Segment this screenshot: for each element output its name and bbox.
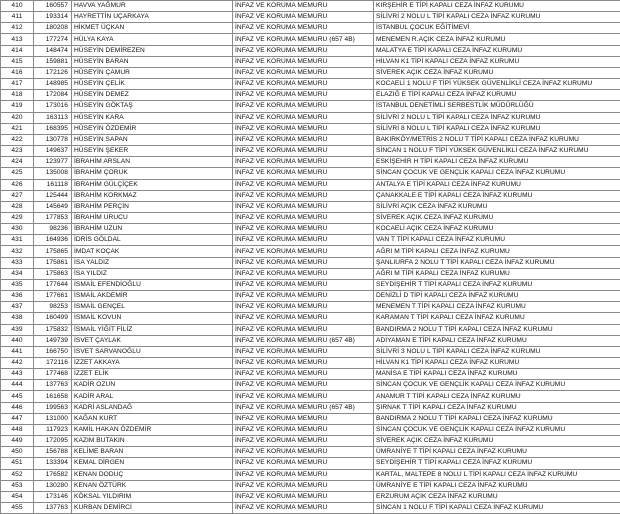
institution-cell: SİNCAN ÇOCUK VE GENÇLİK KAPALI CEZA İNFAZ KURUMU [374, 168, 620, 179]
institution-cell: BANDIRMA 2 NOLU T TİPİ KAPALI CEZA İNFAZ KURUMU [374, 324, 620, 335]
registry-number-cell: 137763 [34, 380, 72, 391]
institution-cell: HİLVAN K1 TİPİ KAPALI CEZA İNFAZ KURUMU [374, 358, 620, 369]
institution-cell: ÜMRANİYE T TİPİ KAPALI CEZA İNFAZ KURUMU [374, 447, 620, 458]
table-row [1, 358, 620, 369]
table-row [1, 123, 620, 134]
job-title-cell: İNFAZ VE KORUMA MEMURU (657 4B) [233, 34, 374, 45]
table-row [1, 212, 620, 223]
job-title-cell: İNFAZ VE KORUMA MEMURU [233, 302, 374, 313]
job-title-cell: İNFAZ VE KORUMA MEMURU [233, 369, 374, 380]
row-number-cell: 433 [1, 257, 34, 268]
row-number-cell: 419 [1, 101, 34, 112]
institution-cell: SİLİVRİ 3 NOLU L TİPİ KAPALI CEZA İNFAZ KURUMU [374, 346, 620, 357]
table-row [1, 179, 620, 190]
row-number-cell: 411 [1, 12, 34, 23]
registry-number-cell: 172095 [34, 436, 72, 447]
institution-cell: SİNCAN ÇOCUK VE GENÇLİK KAPALI CEZA İNFAZ KURUMU [374, 380, 620, 391]
full-name-cell: İBRAHİM ARSLAN [72, 157, 233, 168]
institution-cell: İSTANBUL ÇOCUK EĞİTİMEVİ [374, 23, 620, 34]
row-number-cell: 422 [1, 134, 34, 145]
row-number-cell: 444 [1, 380, 34, 391]
job-title-cell: İNFAZ VE KORUMA MEMURU [233, 358, 374, 369]
table-row [1, 12, 620, 23]
row-number-cell: 439 [1, 324, 34, 335]
job-title-cell: İNFAZ VE KORUMA MEMURU [233, 413, 374, 424]
table-row [1, 224, 620, 235]
institution-cell: ŞANLIURFA 2 NOLU T TİPİ KAPALI CEZA İNFAZ KURUMU [374, 257, 620, 268]
registry-number-cell: 137763 [34, 503, 72, 514]
registry-number-cell: 149739 [34, 335, 72, 346]
full-name-cell: İSMAİL KOVUN [72, 313, 233, 324]
table-row [1, 246, 620, 257]
registry-number-cell: 98253 [34, 302, 72, 313]
table-row [1, 1, 620, 12]
registry-number-cell: 161118 [34, 179, 72, 190]
job-title-cell: İNFAZ VE KORUMA MEMURU [233, 257, 374, 268]
row-number-cell: 415 [1, 56, 34, 67]
full-name-cell: HÜSEYİN DEMİREZEN [72, 45, 233, 56]
institution-cell: HİLVAN K1 TİPİ KAPALI CEZA İNFAZ KURUMU [374, 56, 620, 67]
institution-cell: SİLİVRİ 8 NOLU L TİPİ KAPALI CEZA İNFAZ KURUMU [374, 123, 620, 134]
registry-number-cell: 172126 [34, 67, 72, 78]
job-title-cell: İNFAZ VE KORUMA MEMURU (657 4B) [233, 402, 374, 413]
table-row [1, 324, 620, 335]
institution-cell: AĞRI M TİPİ KAPALI CEZA İNFAZ KURUMU [374, 268, 620, 279]
job-title-cell: İNFAZ VE KORUMA MEMURU [233, 190, 374, 201]
row-number-cell: 454 [1, 491, 34, 502]
job-title-cell: İNFAZ VE KORUMA MEMURU [233, 212, 374, 223]
institution-cell: ÇANAKKALE E TİPİ KAPALI CEZA İNFAZ KURUMU [374, 190, 620, 201]
table-row [1, 112, 620, 123]
table-row [1, 335, 620, 346]
table-row [1, 67, 620, 78]
registry-number-cell: 123977 [34, 157, 72, 168]
institution-cell: MALATYA E TİPİ KAPALI CEZA İNFAZ KURUMU [374, 45, 620, 56]
job-title-cell: İNFAZ VE KORUMA MEMURU [233, 56, 374, 67]
registry-number-cell: 173146 [34, 491, 72, 502]
row-number-cell: 438 [1, 313, 34, 324]
row-number-cell: 420 [1, 112, 34, 123]
table-row [1, 458, 620, 469]
registry-number-cell: 135008 [34, 168, 72, 179]
full-name-cell: KURBAN DEMİRCİ [72, 503, 233, 514]
institution-cell: SİLİVRİ 2 NOLU L TİPİ KAPALI CEZA İNFAZ KURUMU [374, 112, 620, 123]
registry-number-cell: 172116 [34, 358, 72, 369]
registry-number-cell: 173016 [34, 101, 72, 112]
registry-number-cell: 163113 [34, 112, 72, 123]
row-number-cell: 432 [1, 246, 34, 257]
full-name-cell: KADİR OZUN [72, 380, 233, 391]
table-row [1, 447, 620, 458]
institution-cell: SİNCAN 1 NOLU F TİPİ KAPALI CEZA İNFAZ KURUMU [374, 503, 620, 514]
job-title-cell: İNFAZ VE KORUMA MEMURU [233, 480, 374, 491]
institution-cell: KOCAELİ 1 NOLU F TİPİ YÜKSEK GÜVENLİKLİ CEZA İNFAZ KURUMU [374, 79, 620, 90]
registry-number-cell: 175865 [34, 246, 72, 257]
registry-number-cell: 149637 [34, 146, 72, 157]
institution-cell: ANAMUR T TİPİ KAPALI CEZA İNFAZ KURUMU [374, 391, 620, 402]
job-title-cell: İNFAZ VE KORUMA MEMURU [233, 469, 374, 480]
row-number-cell: 451 [1, 458, 34, 469]
registry-number-cell: 175832 [34, 324, 72, 335]
row-number-cell: 445 [1, 391, 34, 402]
full-name-cell: KÖKSAL YILDIRIM [72, 491, 233, 502]
job-title-cell: İNFAZ VE KORUMA MEMURU [233, 123, 374, 134]
full-name-cell: İDRİS GÖLDAL [72, 235, 233, 246]
registry-number-cell: 125444 [34, 190, 72, 201]
institution-cell: ŞIRNAK T TİPİ KAPALI CEZA İNFAZ KURUMU [374, 402, 620, 413]
job-title-cell: İNFAZ VE KORUMA MEMURU [233, 391, 374, 402]
job-title-cell: İNFAZ VE KORUMA MEMURU [233, 179, 374, 190]
registry-number-cell: 156788 [34, 447, 72, 458]
registry-number-cell: 180208 [34, 23, 72, 34]
job-title-cell: İNFAZ VE KORUMA MEMURU [233, 291, 374, 302]
registry-number-cell: 161658 [34, 391, 72, 402]
full-name-cell: İBRAHİM ÇORUK [72, 168, 233, 179]
row-number-cell: 427 [1, 190, 34, 201]
job-title-cell: İNFAZ VE KORUMA MEMURU [233, 224, 374, 235]
job-title-cell: İNFAZ VE KORUMA MEMURU [233, 235, 374, 246]
job-title-cell: İNFAZ VE KORUMA MEMURU [233, 201, 374, 212]
job-title-cell: İNFAZ VE KORUMA MEMURU (657 4B) [233, 335, 374, 346]
row-number-cell: 453 [1, 480, 34, 491]
row-number-cell: 446 [1, 402, 34, 413]
full-name-cell: KADİR ARAL [72, 391, 233, 402]
institution-cell: ELAZIĞ E TİPİ KAPALI CEZA İNFAZ KURUMU [374, 90, 620, 101]
job-title-cell: İNFAZ VE KORUMA MEMURU [233, 12, 374, 23]
institution-cell: VAN T TİPİ KAPALI CEZA İNFAZ KURUMU [374, 235, 620, 246]
row-number-cell: 429 [1, 212, 34, 223]
full-name-cell: İBRAHİM PERÇİN [72, 201, 233, 212]
institution-cell: SEYDİŞEHİR T TİPİ KAPALI CEZA İNFAZ KURUMU [374, 279, 620, 290]
full-name-cell: KAMİL HAKAN ÖZDEMİR [72, 424, 233, 435]
registry-number-cell: 130280 [34, 480, 72, 491]
job-title-cell: İNFAZ VE KORUMA MEMURU [233, 101, 374, 112]
registry-number-cell: 98236 [34, 224, 72, 235]
full-name-cell: İSVET ÇAYLAK [72, 335, 233, 346]
table-row [1, 146, 620, 157]
institution-cell: KIRŞEHİR E TİPİ KAPALI CEZA İNFAZ KURUMU [374, 1, 620, 12]
registry-number-cell: 175861 [34, 257, 72, 268]
full-name-cell: HÜSEYİN DEMEZ [72, 90, 233, 101]
row-number-cell: 447 [1, 413, 34, 424]
institution-cell: SİNCAN ÇOCUK VE GENÇLİK KAPALI CEZA İNFAZ KURUMU [374, 424, 620, 435]
full-name-cell: İSA YILDIZ [72, 268, 233, 279]
registry-number-cell: 160557 [34, 1, 72, 12]
full-name-cell: KAĞAN KURT [72, 413, 233, 424]
institution-cell: SEYDİŞEHİR T TİPİ KAPALI CEZA İNFAZ KURUMU [374, 458, 620, 469]
full-name-cell: HÜSEYİN KARA [72, 112, 233, 123]
job-title-cell: İNFAZ VE KORUMA MEMURU [233, 112, 374, 123]
full-name-cell: İBRAHİM KORKMAZ [72, 190, 233, 201]
job-title-cell: İNFAZ VE KORUMA MEMURU [233, 168, 374, 179]
registry-number-cell: 131000 [34, 413, 72, 424]
row-number-cell: 418 [1, 90, 34, 101]
table-row [1, 190, 620, 201]
institution-cell: AĞRI M TİPİ KAPALI CEZA İNFAZ KURUMU [374, 246, 620, 257]
table-row [1, 469, 620, 480]
table-row [1, 257, 620, 268]
table-row [1, 23, 620, 34]
registry-number-cell: 159881 [34, 56, 72, 67]
row-number-cell: 428 [1, 201, 34, 212]
institution-cell: SİNCAN 1 NOLU F TİPİ YÜKSEK GÜVENLİKLİ CEZA İNFAZ KURUMU [374, 146, 620, 157]
job-title-cell: İNFAZ VE KORUMA MEMURU [233, 458, 374, 469]
institution-cell: ERZURUM AÇIK CEZA İNFAZ KURUMU [374, 491, 620, 502]
institution-cell: SİVEREK AÇIK CEZA İNFAZ KURUMU [374, 436, 620, 447]
row-number-cell: 424 [1, 157, 34, 168]
table-row [1, 34, 620, 45]
institution-cell: BAKIRKÖY/METRİS 2 NOLU T TİPİ KAPALI CEZA İNFAZ KURUMU [374, 134, 620, 145]
registry-number-cell: 148474 [34, 45, 72, 56]
job-title-cell: İNFAZ VE KORUMA MEMURU [233, 279, 374, 290]
table-row [1, 134, 620, 145]
row-number-cell: 455 [1, 503, 34, 514]
full-name-cell: HÜSEYİN GÖKTAŞ [72, 101, 233, 112]
full-name-cell: KAZIM BUTAKIN [72, 436, 233, 447]
job-title-cell: İNFAZ VE KORUMA MEMURU [233, 90, 374, 101]
row-number-cell: 417 [1, 79, 34, 90]
full-name-cell: İBRAHİM URUCU [72, 212, 233, 223]
full-name-cell: HÜSEYİN ÇELİK [72, 79, 233, 90]
personnel-table-body [1, 1, 620, 514]
table-row [1, 268, 620, 279]
institution-cell: MANİSA E TİPİ KAPALI CEZA İNFAZ KURUMU [374, 369, 620, 380]
table-row [1, 45, 620, 56]
table-row [1, 79, 620, 90]
table-row [1, 90, 620, 101]
row-number-cell: 416 [1, 67, 34, 78]
table-row [1, 413, 620, 424]
institution-cell: ESKİŞEHİR H TİPİ KAPALI CEZA İNFAZ KURUMU [374, 157, 620, 168]
full-name-cell: İZZET ELİK [72, 369, 233, 380]
row-number-cell: 434 [1, 268, 34, 279]
full-name-cell: İSVET SARVANOĞLU [72, 346, 233, 357]
registry-number-cell: 177274 [34, 34, 72, 45]
table-row [1, 480, 620, 491]
registry-number-cell: 177853 [34, 212, 72, 223]
table-row [1, 313, 620, 324]
registry-number-cell: 166750 [34, 346, 72, 357]
row-number-cell: 430 [1, 224, 34, 235]
institution-cell: SİVEREK AÇIK CEZA İNFAZ KURUMU [374, 67, 620, 78]
table-row [1, 291, 620, 302]
registry-number-cell: 199563 [34, 402, 72, 413]
full-name-cell: KEMAL DİRGEN [72, 458, 233, 469]
full-name-cell: İBRAHİM UZUN [72, 224, 233, 235]
row-number-cell: 412 [1, 23, 34, 34]
row-number-cell: 436 [1, 291, 34, 302]
institution-cell: SİVEREK AÇIK CEZA İNFAZ KURUMU [374, 212, 620, 223]
full-name-cell: İSMAİL GENÇEL [72, 302, 233, 313]
job-title-cell: İNFAZ VE KORUMA MEMURU [233, 447, 374, 458]
job-title-cell: İNFAZ VE KORUMA MEMURU [233, 491, 374, 502]
institution-cell: BANDIRMA 2 NOLU T TİPİ KAPALI CEZA İNFAZ KURUMU [374, 413, 620, 424]
job-title-cell: İNFAZ VE KORUMA MEMURU [233, 1, 374, 12]
full-name-cell: HÜSEYİN SAPAN [72, 134, 233, 145]
job-title-cell: İNFAZ VE KORUMA MEMURU [233, 67, 374, 78]
institution-cell: SİLİVRİ 2 NOLU L TİPİ KAPALI CEZA İNFAZ KURUMU [374, 12, 620, 23]
table-row [1, 380, 620, 391]
row-number-cell: 449 [1, 436, 34, 447]
table-row [1, 201, 620, 212]
job-title-cell: İNFAZ VE KORUMA MEMURU [233, 157, 374, 168]
table-row [1, 391, 620, 402]
full-name-cell: KELİME BARAN [72, 447, 233, 458]
table-row [1, 168, 620, 179]
full-name-cell: HÜSEYİN ÇAMUR [72, 67, 233, 78]
job-title-cell: İNFAZ VE KORUMA MEMURU [233, 246, 374, 257]
institution-cell: ÜMRANİYE E TİPİ KAPALI CEZA İNFAZ KURUMU [374, 480, 620, 491]
registry-number-cell: 117923 [34, 424, 72, 435]
registry-number-cell: 177661 [34, 291, 72, 302]
row-number-cell: 443 [1, 369, 34, 380]
job-title-cell: İNFAZ VE KORUMA MEMURU [233, 79, 374, 90]
table-row [1, 436, 620, 447]
row-number-cell: 414 [1, 45, 34, 56]
row-number-cell: 413 [1, 34, 34, 45]
row-number-cell: 448 [1, 424, 34, 435]
institution-cell: SİLİVRİ AÇIK CEZA İNFAZ KURUMU [374, 201, 620, 212]
row-number-cell: 435 [1, 279, 34, 290]
full-name-cell: İSMAİL EFENDİOĞLU [72, 279, 233, 290]
full-name-cell: İSA YALDIZ [72, 257, 233, 268]
registry-number-cell: 148985 [34, 79, 72, 90]
table-row [1, 56, 620, 67]
table-row [1, 346, 620, 357]
table-row [1, 402, 620, 413]
full-name-cell: İBRAHİM GÜLÇİÇEK [72, 179, 233, 190]
row-number-cell: 431 [1, 235, 34, 246]
institution-cell: ANTALYA E TİPİ KAPALI CEZA İNFAZ KURUMU [374, 179, 620, 190]
registry-number-cell: 145649 [34, 201, 72, 212]
registry-number-cell: 164936 [34, 235, 72, 246]
table-row [1, 157, 620, 168]
table-row [1, 424, 620, 435]
full-name-cell: KENAN DODUÇ [72, 469, 233, 480]
institution-cell: ADIYAMAN E TİPİ KAPALI CEZA İNFAZ KURUMU [374, 335, 620, 346]
row-number-cell: 426 [1, 179, 34, 190]
job-title-cell: İNFAZ VE KORUMA MEMURU [233, 436, 374, 447]
job-title-cell: İNFAZ VE KORUMA MEMURU [233, 313, 374, 324]
registry-number-cell: 130778 [34, 134, 72, 145]
job-title-cell: İNFAZ VE KORUMA MEMURU [233, 424, 374, 435]
table-row [1, 503, 620, 514]
full-name-cell: KADRİ ASLANDAĞ [72, 402, 233, 413]
row-number-cell: 450 [1, 447, 34, 458]
row-number-cell: 425 [1, 168, 34, 179]
row-number-cell: 452 [1, 469, 34, 480]
institution-cell: DENİZLİ D TİPİ KAPALI CEZA İNFAZ KURUMU [374, 291, 620, 302]
job-title-cell: İNFAZ VE KORUMA MEMURU [233, 346, 374, 357]
table-row [1, 235, 620, 246]
full-name-cell: HAVVA YAĞMUR [72, 1, 233, 12]
table-row [1, 491, 620, 502]
registry-number-cell: 160499 [34, 313, 72, 324]
registry-number-cell: 172084 [34, 90, 72, 101]
table-row [1, 369, 620, 380]
job-title-cell: İNFAZ VE KORUMA MEMURU [233, 380, 374, 391]
institution-cell: KOCAELİ AÇIK CEZA İNFAZ KURUMU [374, 224, 620, 235]
row-number-cell: 423 [1, 146, 34, 157]
registry-number-cell: 177468 [34, 369, 72, 380]
job-title-cell: İNFAZ VE KORUMA MEMURU [233, 23, 374, 34]
institution-cell: MENEMEN T TİPİ KAPALI CEZA İNFAZ KURUMU [374, 302, 620, 313]
table-row [1, 101, 620, 112]
job-title-cell: İNFAZ VE KORUMA MEMURU [233, 268, 374, 279]
row-number-cell: 421 [1, 123, 34, 134]
full-name-cell: HÜLYA KAYA [72, 34, 233, 45]
row-number-cell: 410 [1, 1, 34, 12]
full-name-cell: HİKMET ÜÇKAN [72, 23, 233, 34]
full-name-cell: HÜSEYİN ŞEKER [72, 146, 233, 157]
institution-cell: MENEMEN R.AÇIK CEZA İNFAZ KURUMU [374, 34, 620, 45]
registry-number-cell: 176582 [34, 469, 72, 480]
full-name-cell: İSMAİL AKDEMİR [72, 291, 233, 302]
table-row [1, 302, 620, 313]
registry-number-cell: 177644 [34, 279, 72, 290]
job-title-cell: İNFAZ VE KORUMA MEMURU [233, 503, 374, 514]
registry-number-cell: 175863 [34, 268, 72, 279]
registry-number-cell: 133394 [34, 458, 72, 469]
institution-cell: İSTANBUL DENETİMLİ SERBESTLİK MÜDÜRLÜĞÜ [374, 101, 620, 112]
job-title-cell: İNFAZ VE KORUMA MEMURU [233, 134, 374, 145]
full-name-cell: KENAN ÖZTÜRK [72, 480, 233, 491]
registry-number-cell: 193314 [34, 12, 72, 23]
registry-number-cell: 168395 [34, 123, 72, 134]
job-title-cell: İNFAZ VE KORUMA MEMURU [233, 324, 374, 335]
row-number-cell: 442 [1, 358, 34, 369]
full-name-cell: İZZET AKKAYA [72, 358, 233, 369]
full-name-cell: HAYRETTİN UÇARKAYA [72, 12, 233, 23]
row-number-cell: 440 [1, 335, 34, 346]
full-name-cell: HÜSEYİN ÖZDEMİR [72, 123, 233, 134]
institution-cell: KARAMAN T TİPİ KAPALI CEZA İNFAZ KURUMU [374, 313, 620, 324]
full-name-cell: HÜSEYİN BARAN [72, 56, 233, 67]
institution-cell: KARTAL, MALTEPE 8 NOLU L TİPİ KAPALI CEZA İNFAZ KURUMU [374, 469, 620, 480]
full-name-cell: İSMAİL YİĞİT FİLİZ [72, 324, 233, 335]
row-number-cell: 437 [1, 302, 34, 313]
job-title-cell: İNFAZ VE KORUMA MEMURU [233, 146, 374, 157]
job-title-cell: İNFAZ VE KORUMA MEMURU [233, 45, 374, 56]
row-number-cell: 441 [1, 346, 34, 357]
table-row [1, 279, 620, 290]
full-name-cell: İMDAT KOÇAK [72, 246, 233, 257]
